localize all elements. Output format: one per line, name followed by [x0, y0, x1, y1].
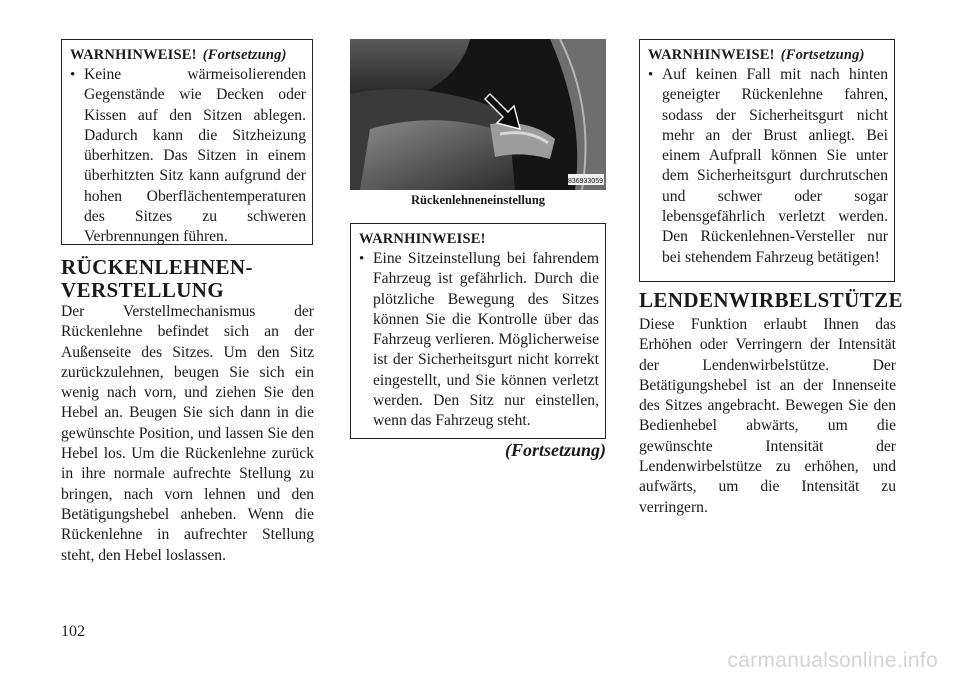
section-heading-lumbar: LENDENWIRBELSTÜTZE: [639, 288, 903, 312]
backrest-paragraph: Der Verstellmechanismus der Rückenlehne befindet sich an der Außenseite des Sitzes. Um den Sitz zurückzulehnen, beugen Sie sich ein wenig nach vorn, und ziehen Sie den Hebel an. Beugen Sie sich dann in die gewünschte Position, und lassen Sie den Hebel los. Um die Rückenlehne zurück in ihre normale aufrechte Stellung zu bringen, nach vorn lehnen und den Betätigungshebel anheben. Wenn die Rückenlehne in aufrechter Stellung steht, den Hebel loslassen.: [61, 303, 314, 564]
bullet-icon: •: [648, 67, 654, 83]
bullet-icon: •: [359, 251, 365, 267]
warning-title: WARNHINWEISE!: [359, 231, 486, 247]
continued-label: (Fortsetzung): [504, 440, 606, 460]
page-number: 102: [61, 623, 85, 640]
warning-bullet: • Auf keinen Fall mit nach hinten geneigter Rückenlehne fahren, sodass der Sicherheitsgurt nicht mehr an der Brust anliegt. Bei einem Aufprall können Sie unter dem Sicherheitsgurt durchrutschen und schwer oder sogar lebensgefährlich verletzt werden. Den Rückenlehnen-Versteller nur bei stehendem Fahrzeug betätigen!: [648, 65, 888, 268]
continued-label: (Fortsetzung): [202, 47, 287, 63]
seat-lever-figure: [350, 39, 606, 190]
continued-label: (Fortsetzung): [780, 47, 865, 63]
section-heading-backrest: RÜCKENLEHNEN-VERSTELLUNG: [61, 255, 253, 302]
warning-title: WARNHINWEISE! (Fortsetzung): [648, 47, 865, 63]
image-code: 836933059: [567, 178, 603, 185]
warning-box-seat-adjust: [350, 223, 606, 439]
bullet-icon: •: [70, 67, 76, 83]
watermark-text: carmanualsonline.info: [727, 649, 938, 672]
figure-caption: Rückenlehneneinstellung: [410, 193, 546, 207]
warning-bullet: • Keine wärmeisolierenden Gegenstände wie Decken oder Kissen auf den Sitzen ablegen. Dadurch kann die Sitzheizung überhitzen. Das Sitzen in einem überhitzten Sitz kann aufgrund der hohen Oberflächentemperaturen des Sitzes zu schweren Verbrennungen führen.: [70, 65, 306, 248]
warning-box-seat-heating: [61, 39, 313, 245]
lumbar-paragraph: Diese Funktion erlaubt Ihnen das Erhöhen oder Verringern der Intensität der Lendenwirbelstütze. Der Betätigungshebel ist an der Innenseite des Sitzes angebracht. Bewegen Sie den Bedienhebel abwärts, um die gewünschte Intensität der Lendenwirbelstütze zu erhöhen, und aufwärts, um die Intensität zu verringern.: [639, 316, 896, 516]
warning-bullet: • Eine Sitzeinstellung bei fahrendem Fahrzeug ist gefährlich. Durch die plötzliche Bewegung des Sitzes können Sie die Kontrolle über das Fahrzeug verlieren. Möglicherweise ist der Sicherheitsgurt nicht korrekt eingestellt, und Sie können verletzt werden. Den Sitz nur einstellen, wenn das Fahrzeug steht.: [359, 249, 599, 432]
warning-box-recline: [639, 39, 895, 282]
seat-lever-photo: [350, 39, 606, 190]
warning-title: WARNHINWEISE! (Fortsetzung): [70, 47, 287, 63]
